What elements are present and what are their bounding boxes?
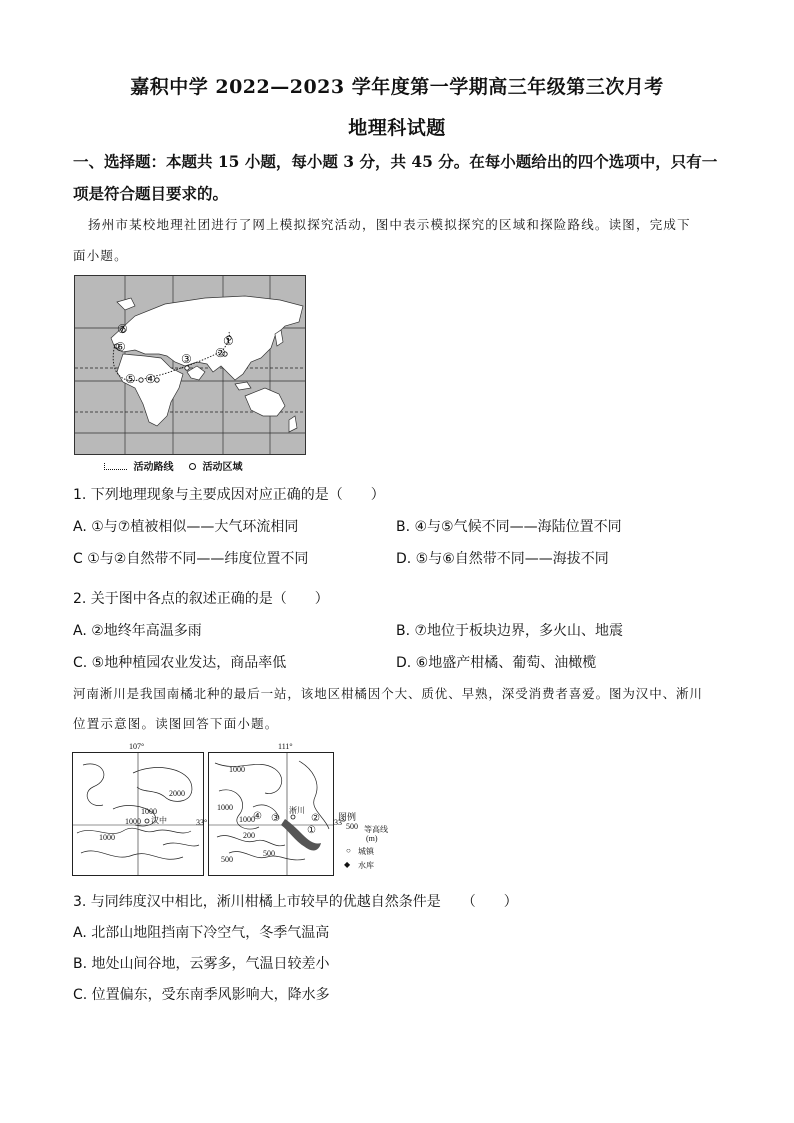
reservoir-icon: ◆ bbox=[344, 860, 351, 869]
xc-label-200: 200 bbox=[243, 831, 255, 840]
marker-2: ② bbox=[215, 346, 226, 360]
intro1-line1: 扬州市某校地理社团进行了网上模拟探究活动，图中表示模拟探究的区域和探险路线。读图，完成下 bbox=[88, 217, 691, 232]
map2-legend-town-icon: ○ bbox=[346, 846, 351, 855]
q1-option-d[interactable]: D. ⑤与⑥自然带不同——海拔不同 bbox=[396, 551, 609, 567]
xichuan-contour-map bbox=[208, 752, 334, 876]
q3-stem: 3. 与同纬度汉中相比，淅川柑橘上市较早的优越自然条件是 （ ） bbox=[73, 894, 518, 910]
map2-lon-left: 107° bbox=[129, 742, 145, 751]
xc-label-500b: 500 bbox=[221, 855, 233, 864]
section-heading-line2: 项是符合题目要求的。 bbox=[73, 184, 229, 203]
section-heading-line1: 一、选择题：本题共 15 小题，每小题 3 分，共 45 分。在每小题给出的四个选项中，只有一 bbox=[73, 152, 718, 171]
xc-label-city: 淅川 bbox=[289, 806, 305, 815]
route-legend-label: 活动路线 bbox=[133, 462, 174, 473]
hz-label-city: 汉中 bbox=[151, 816, 167, 825]
xc-label-1000a: 1000 bbox=[229, 765, 245, 774]
area-legend-icon bbox=[189, 463, 196, 470]
intro1-line2: 面小题。 bbox=[73, 248, 128, 263]
exam-subject: 地理科试题 bbox=[348, 117, 446, 139]
q1-stem: 1. 下列地理现象与主要成因对应正确的是（ ） bbox=[73, 487, 385, 503]
xc-marker-2: ② bbox=[311, 813, 320, 824]
route-legend-icon bbox=[104, 463, 127, 470]
q1-option-a[interactable]: A. ①与⑦植被相似——大气环流相同 bbox=[73, 519, 299, 535]
map2-lon-right: 111° bbox=[278, 742, 293, 751]
xc-label-1000b: 1000 bbox=[217, 803, 233, 812]
map3-lat: 33° bbox=[334, 818, 346, 827]
xc-marker-3: ③ bbox=[271, 813, 280, 824]
area-legend-label: 活动区域 bbox=[202, 462, 243, 473]
q2-option-d[interactable]: D. ⑥地盛产柑橘、葡萄、油橄榄 bbox=[396, 655, 597, 671]
map2-legend-reservoir: 水库 bbox=[358, 861, 374, 870]
intro2-line2: 位置示意图。读图回答下面小题。 bbox=[73, 716, 279, 731]
q3-option-a[interactable]: A. 北部山地阻挡南下冷空气，冬季气温高 bbox=[73, 925, 330, 941]
hz-label-2000: 2000 bbox=[169, 789, 185, 798]
xc-label-1000c: 1000 bbox=[239, 815, 255, 824]
q2-option-b[interactable]: B. ⑦地位于板块边界，多火山、地震 bbox=[396, 623, 624, 639]
map1-legend bbox=[104, 458, 242, 473]
hz-label-1000a: 1000 bbox=[141, 807, 157, 816]
marker-7: ⑦ bbox=[117, 322, 128, 336]
marker-5: ⑤ bbox=[125, 372, 136, 386]
hz-label-1000c: 1000 bbox=[99, 833, 115, 842]
marker-3: ③ bbox=[181, 352, 192, 366]
q3-option-c[interactable]: C. 位置偏东，受东南季风影响大，降水多 bbox=[73, 987, 330, 1003]
exam-title: 嘉积中学 2022—2023 学年度第一学期高三年级第三次月考 bbox=[130, 76, 664, 98]
xc-marker-4: ④ bbox=[253, 811, 262, 822]
marker-1: ① bbox=[223, 334, 234, 348]
q2-stem: 2. 关于图中各点的叙述正确的是（ ） bbox=[73, 591, 329, 607]
hanzhong-contour-svg bbox=[73, 753, 203, 875]
q2-option-a[interactable]: A. ②地终年高温多雨 bbox=[73, 623, 202, 639]
marker-6: ⑥ bbox=[115, 340, 126, 354]
map2-legend-town: 城镇 bbox=[358, 847, 374, 856]
map2-legend-contour: 等高线 bbox=[364, 825, 388, 834]
xc-marker-1: ① bbox=[307, 825, 316, 836]
q1-option-c[interactable]: C ①与②自然带不同——纬度位置不同 bbox=[73, 551, 309, 567]
map2-lat: 33° bbox=[196, 818, 208, 827]
map2-legend-unit: (m) bbox=[366, 834, 378, 843]
marker-4: ④ bbox=[145, 372, 156, 386]
q2-option-c[interactable]: C. ⑤地种植园农业发达，商品率低 bbox=[73, 655, 287, 671]
q3-option-b[interactable]: B. 地处山间谷地，云雾多，气温日较差小 bbox=[73, 956, 330, 972]
world-map-figure bbox=[74, 275, 306, 455]
hanzhong-contour-map bbox=[72, 752, 204, 876]
intro2-line1: 河南淅川是我国南橘北种的最后一站，该地区柑橘因个大、质优、早熟，深受消费者喜爱。图为汉中、淅川 bbox=[73, 686, 703, 701]
map2-legend-500: 500 bbox=[346, 822, 358, 831]
hz-label-1000b: 1000 bbox=[125, 817, 141, 826]
xc-label-500: 500 bbox=[263, 849, 275, 858]
q1-option-b[interactable]: B. ④与⑤气候不同——海陆位置不同 bbox=[396, 519, 622, 535]
map2-legend-title: 图例 bbox=[338, 812, 357, 822]
